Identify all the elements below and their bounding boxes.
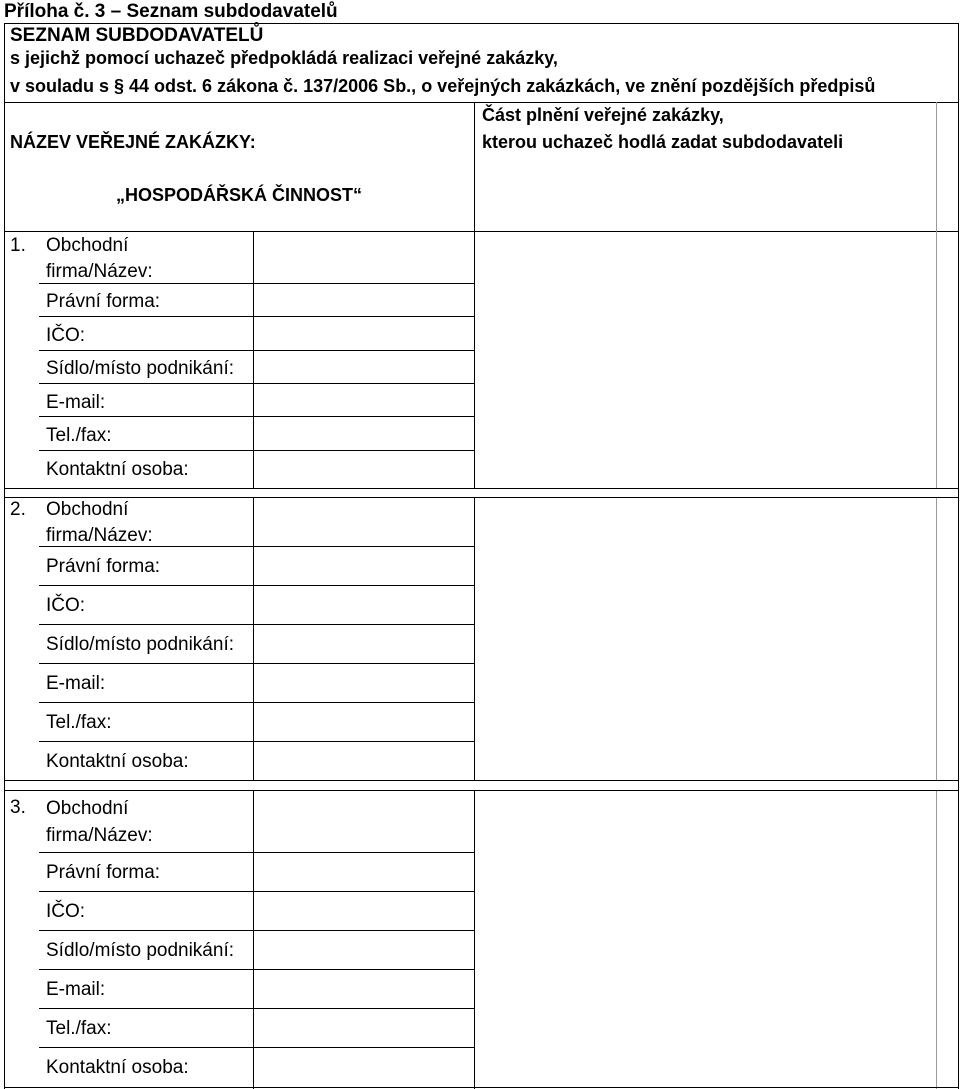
attachment-title: Příloha č. 3 – Seznam subdodavatelů	[4, 1, 338, 22]
table-border-top	[4, 23, 959, 24]
seat-label: Sídlo/místo podnikání:	[46, 634, 234, 655]
block3-right-margin	[936, 790, 937, 1089]
contract-part-label-line1: Část plnění veřejné zakázky,	[482, 105, 724, 125]
legal-form-label: Právní forma:	[46, 556, 161, 577]
legal-form-label: Právní forma:	[46, 291, 161, 312]
subtitle-line1: s jejichž pomocí uchazeč předpokládá realizaci veřejné zakázky,	[10, 48, 558, 68]
table-border-left	[4, 23, 5, 1089]
company-label: Obchodní	[46, 798, 129, 819]
contact-label: Kontaktní osoba:	[46, 751, 189, 772]
contract-name-label: NÁZEV VEŘEJNÉ ZAKÁZKY:	[10, 132, 256, 152]
seat-label: Sídlo/místo podnikání:	[46, 940, 234, 961]
tel-label: Tel./fax:	[46, 712, 112, 733]
table-border-right	[958, 23, 959, 1089]
block2-value-cell[interactable]	[254, 498, 474, 780]
tel-label: Tel./fax:	[46, 425, 112, 446]
company-label-cont: firma/Název:	[46, 261, 153, 282]
tel-label: Tel./fax:	[46, 1018, 112, 1039]
table-border-bottom	[4, 1087, 959, 1088]
block1-right-margin	[936, 231, 937, 488]
contact-label: Kontaktní osoba:	[46, 459, 189, 480]
block1-value-cell[interactable]	[254, 232, 474, 488]
contact-label: Kontaktní osoba:	[46, 1057, 189, 1078]
email-label: E-mail:	[46, 392, 106, 413]
block2-right-margin	[936, 497, 937, 780]
block2-part-cell[interactable]	[475, 498, 936, 780]
ico-label: IČO:	[46, 595, 86, 616]
block3-value-cell[interactable]	[254, 791, 474, 1087]
seat-label: Sídlo/místo podnikání:	[46, 358, 234, 379]
legal-form-label: Právní forma:	[46, 862, 161, 883]
block1-bottom	[4, 488, 959, 489]
email-label: E-mail:	[46, 979, 106, 1000]
subcontractor-number: 2.	[10, 499, 26, 520]
company-label: Obchodní	[46, 499, 129, 520]
header-divider	[4, 102, 959, 103]
subcontractor-number: 1.	[10, 235, 26, 256]
contract-part-label-line2: kterou uchazeč hodlá zadat subdodavateli	[482, 132, 844, 152]
block2-bottom	[4, 780, 959, 781]
header-right-margin	[936, 102, 937, 232]
ico-label: IČO:	[46, 325, 86, 346]
ico-label: IČO:	[46, 901, 86, 922]
email-label: E-mail:	[46, 673, 106, 694]
company-label-cont: firma/Název:	[46, 825, 153, 846]
company-label: Obchodní	[46, 235, 129, 256]
list-title: SEZNAM SUBDODAVATELŮ	[10, 25, 264, 46]
subtitle-line2: v souladu s § 44 odst. 6 zákona č. 137/2006 Sb., o veřejných zakázkách, ve znění pozdějších předpisů	[10, 76, 876, 96]
company-label-cont: firma/Název:	[46, 525, 153, 546]
contract-name-value: „HOSPODÁŘSKÁ ČINNOST“	[116, 185, 363, 205]
header-column-divider	[474, 102, 475, 232]
subcontractor-number: 3.	[10, 797, 26, 818]
block1-part-cell[interactable]	[475, 232, 936, 488]
block3-part-cell[interactable]	[475, 791, 936, 1087]
